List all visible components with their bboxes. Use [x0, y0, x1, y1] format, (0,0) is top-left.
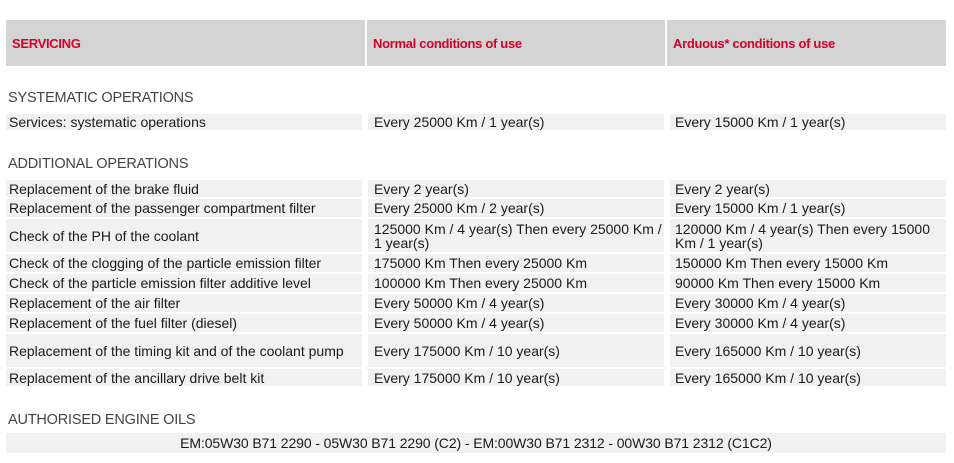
table-row	[6, 294, 946, 312]
normal-interval-cell: Every 175000 Km / 10 year(s)	[368, 369, 664, 386]
operation-cell: Check of the particle emission filter additive level	[6, 274, 362, 292]
arduous-interval-cell: 150000 Km Then every 15000 Km	[670, 254, 946, 272]
operation-cell: Replacement of the air filter	[6, 294, 362, 312]
table-row	[6, 334, 946, 367]
table-row	[6, 274, 946, 292]
operation-cell: Check of the PH of the coolant	[6, 219, 362, 252]
operation-cell: Replacement of the fuel filter (diesel)	[6, 314, 362, 332]
operation-cell: Replacement of the brake fluid	[6, 180, 362, 197]
authorised-oils-value: EM:05W30 B71 2290 - 05W30 B71 2290 (C2) - EM:00W30 B71 2312 - 00W30 B71 2312 (C1C2)	[6, 433, 946, 453]
normal-interval-cell: Every 175000 Km / 10 year(s)	[368, 334, 664, 367]
section-title-systematic: SYSTEMATIC OPERATIONS	[8, 90, 194, 106]
operation-cell: Check of the clogging of the particle emission filter	[6, 254, 362, 272]
table-row	[6, 180, 946, 197]
operation-cell: Services: systematic operations	[6, 114, 362, 130]
operation-cell: Replacement of the passenger compartment filter	[6, 199, 362, 217]
normal-interval-cell: 100000 Km Then every 25000 Km	[368, 274, 664, 292]
header-normal-conditions: Normal conditions of use	[367, 20, 665, 66]
section-title-additional: ADDITIONAL OPERATIONS	[8, 156, 189, 172]
arduous-interval-cell: Every 30000 Km / 4 year(s)	[670, 314, 946, 332]
table-row	[6, 254, 946, 272]
table-row	[6, 219, 946, 252]
arduous-interval-cell: Every 2 year(s)	[670, 180, 946, 197]
header-servicing: SERVICING	[6, 20, 365, 66]
table-row	[6, 314, 946, 332]
arduous-interval-cell: Every 165000 Km / 10 year(s)	[670, 334, 946, 367]
normal-interval-cell: 175000 Km Then every 25000 Km	[368, 254, 664, 272]
operation-cell: Replacement of the timing kit and of the coolant pump	[6, 334, 362, 367]
normal-interval-cell: Every 25000 Km / 1 year(s)	[368, 114, 664, 130]
operation-cell: Replacement of the ancillary drive belt kit	[6, 369, 362, 386]
arduous-interval-cell: Every 15000 Km / 1 year(s)	[670, 199, 946, 217]
arduous-interval-cell: 90000 Km Then every 15000 Km	[670, 274, 946, 292]
table-row	[6, 199, 946, 217]
normal-interval-cell: Every 2 year(s)	[368, 180, 664, 197]
normal-interval-cell: Every 50000 Km / 4 year(s)	[368, 314, 664, 332]
arduous-interval-cell: Every 165000 Km / 10 year(s)	[670, 369, 946, 386]
normal-interval-cell: Every 25000 Km / 2 year(s)	[368, 199, 664, 217]
normal-interval-cell: 125000 Km / 4 year(s) Then every 25000 Km / 1 year(s)	[368, 219, 664, 252]
servicing-table-header	[6, 20, 946, 66]
arduous-interval-cell: Every 30000 Km / 4 year(s)	[670, 294, 946, 312]
header-arduous-conditions: Arduous* conditions of use	[667, 20, 946, 66]
normal-interval-cell: Every 50000 Km / 4 year(s)	[368, 294, 664, 312]
arduous-interval-cell: Every 15000 Km / 1 year(s)	[670, 114, 946, 130]
arduous-interval-cell: 120000 Km / 4 year(s) Then every 15000 Km / 1 year(s)	[670, 219, 946, 252]
table-row	[6, 114, 946, 130]
table-row	[6, 369, 946, 386]
section-title-oils: AUTHORISED ENGINE OILS	[8, 412, 196, 428]
